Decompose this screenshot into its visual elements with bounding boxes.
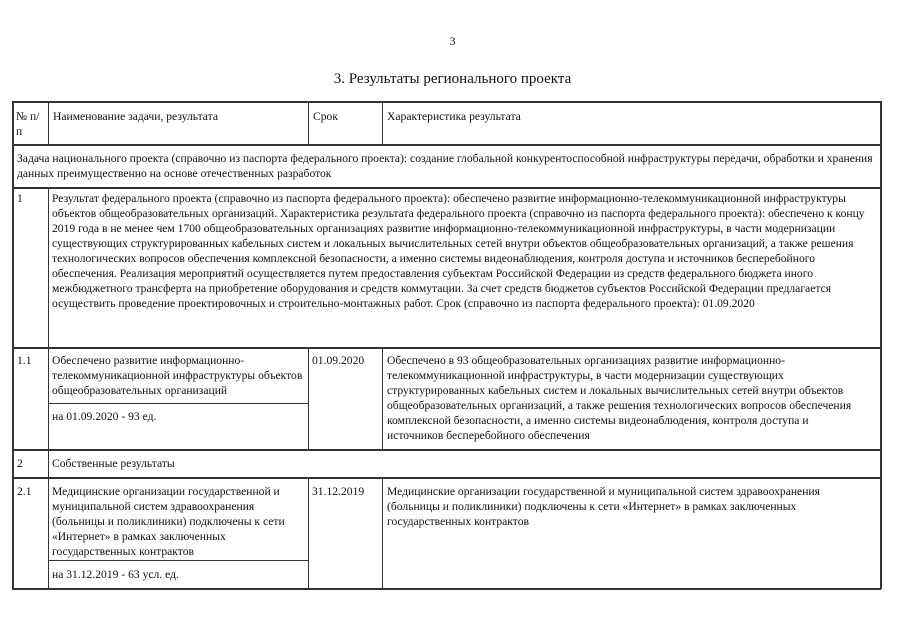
row2-text: Собственные результаты: [52, 457, 175, 470]
row2-1-num: 2.1: [17, 485, 32, 498]
row1-1-term: 01.09.2020: [312, 354, 365, 367]
table-border: [12, 477, 881, 479]
table-border: [12, 187, 881, 189]
table-border: [382, 101, 383, 145]
row1-1-characteristic: Обеспечено в 93 общеобразовательных организациях развитие информационно-телекоммуникационной инфраструктуры, в части модернизации существующих структурированных кабельных систем и локальных вычислительных сетей внутри объектов общеобразовательных организаций, а также решения технологических вопросов обеспечения комплексной безопасности, а именно системы видеонаблюдения, контроля доступа и источников бесперебойного обеспечения: [387, 354, 852, 442]
row1-1-name: Обеспечено развитие информационно-телекоммуникационной инфраструктуры объектов общеобразовательных организаций: [52, 354, 303, 397]
row2-1-characteristic: Медицинские организации государственной и муниципальной систем здравоохранения (больницы и поликлиники) подключены к сети «Интернет» в рамках заключенных государственных контрактов: [387, 485, 820, 528]
header-name: Наименование задачи, результата: [53, 110, 219, 123]
row2-1-name: Медицинские организации государственной и муниципальной систем здравоохранения (больницы и поликлиники) подключены к сети «Интернет» в рамках заключенных государственных контрактов: [52, 485, 285, 558]
table-border: [48, 187, 49, 589]
table-border: [308, 477, 309, 589]
table-border: [12, 101, 881, 103]
table-border: [308, 347, 309, 450]
table-border: [880, 101, 882, 589]
page-number: 3: [449, 34, 456, 48]
table-border: [48, 101, 49, 145]
row1-num: 1: [17, 192, 23, 205]
header-characteristic: Характеристика результата: [387, 110, 521, 123]
table-border: [12, 144, 881, 146]
header-num: № п/п: [16, 110, 40, 138]
section-title: 3. Результаты регионального проекта: [333, 71, 572, 87]
row2-1-target: на 31.12.2019 - 63 усл. ед.: [52, 568, 179, 581]
table-border: [382, 477, 383, 589]
row1-1-target: на 01.09.2020 - 93 ед.: [52, 410, 157, 423]
table-border: [382, 347, 383, 450]
national-task-text: Задача национального проекта (справочно из паспорта федерального проекта): создание глобальной конкурентоспособной инфраструктуры передачи, обработки и хранения данных преимущественно на основе отечественных разработок: [17, 152, 873, 180]
table-border: [12, 588, 881, 590]
row2-1-term: 31.12.2019: [312, 485, 365, 498]
table-border: [48, 560, 309, 561]
table-border: [12, 449, 881, 451]
header-term: Срок: [313, 110, 338, 123]
row1-text: Результат федерального проекта (справочно из паспорта федерального проекта): обеспечено развитие информационно-телекоммуникационной инфраструктуры объектов общеобразовательных организаций. Характеристика результата федерального проекта (справочно из паспорта федерального проекта): обеспечено к концу 2019 года в не менее чем 1700 общеобразовательных организациях развитие информационно-телекоммуникационной инфраструктуры, в части модернизации существующих структурированных кабельных систем и локальных вычислительных сетей внутри объектов общеобразовательных организаций, а также решения технологических вопросов обеспечения комплексной безопасности, а именно системы видеонаблюдения, контроля доступа и источников бесперебойного обеспечения. Реализация мероприятий осуществляется путем предоставления субъектам Российской Федерации из средств федерального бюджета иного межбюджетного трансферта на приобретение оборудования и средств коммутации. За счет средств бюджетов субъектов Российской Федерации предлагается осуществить проведение проектировочных и строительно-монтажных работ. Срок (справочно из паспорта федерального проекта): 01.09.2020: [52, 192, 865, 310]
table-border: [12, 101, 14, 589]
table-border: [308, 101, 309, 145]
row1-1-num: 1.1: [17, 354, 32, 367]
table-border: [48, 403, 309, 404]
row2-num: 2: [17, 457, 23, 470]
table-border: [12, 347, 881, 349]
